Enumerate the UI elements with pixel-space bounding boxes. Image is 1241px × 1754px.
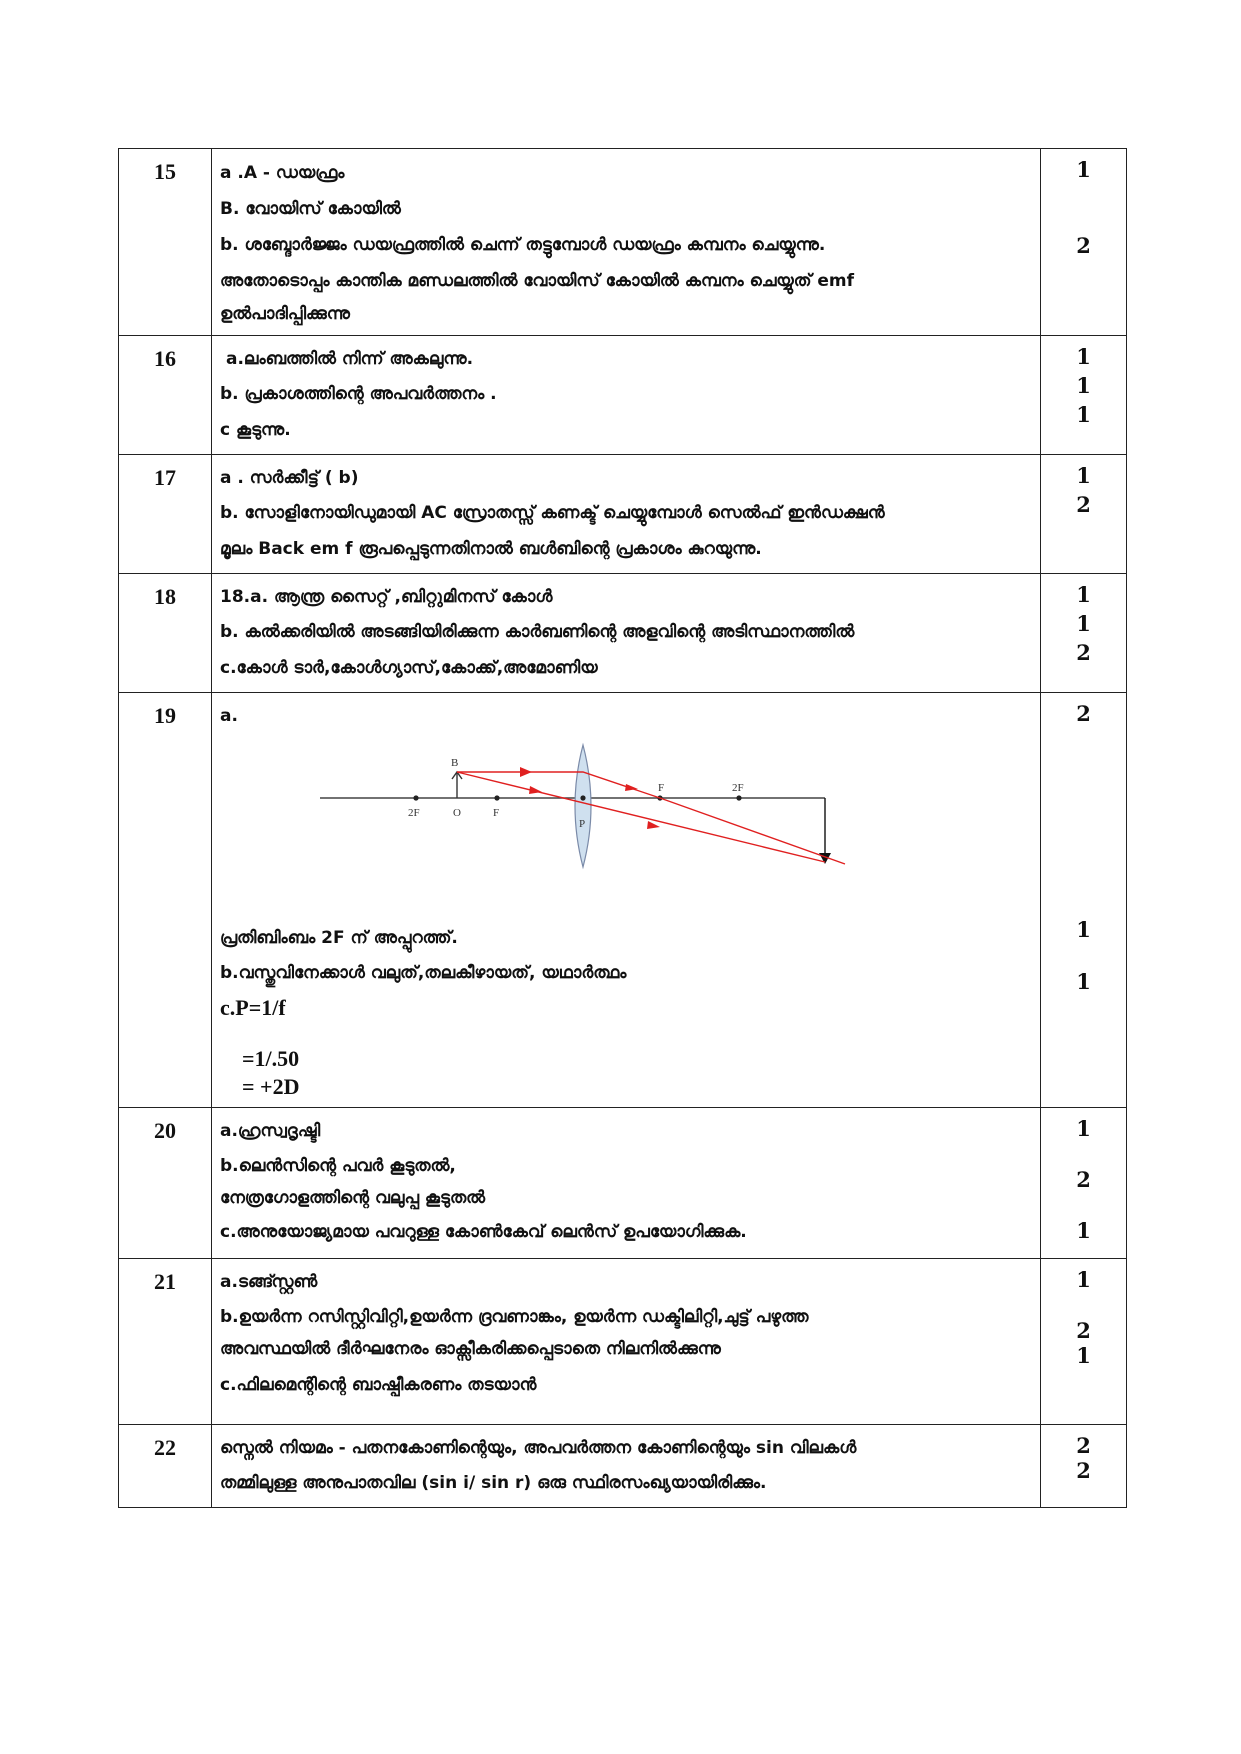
answer-line: അവസ്ഥയിൽ ദീർഘനേരം ഓക്സീകരിക്കപ്പെടാതെ നിലനിൽക്കുന്നു — [220, 1339, 721, 1359]
mark: 1 — [1076, 157, 1091, 182]
mark: 1 — [1076, 969, 1091, 994]
marks-cell — [1041, 149, 1127, 336]
answer-line: c.ഫിലമെന്റിന്റെ ബാഷ്പീകരണം തടയാൻ — [220, 1375, 537, 1395]
mark: 1 — [1076, 611, 1091, 636]
question-number: 16 — [119, 336, 212, 455]
table-row — [119, 455, 1127, 574]
answer-line: അതോടൊപ്പം കാന്തിക മണ്ഡലത്തിൽ വോയിസ് കോയിൽ കമ്പനം ചെയ്യുത് emf — [220, 271, 855, 291]
formula-line: c.P=1/f — [220, 995, 286, 1020]
question-number: 20 — [119, 1108, 212, 1259]
answer-line: തമ്മിലുള്ള അനുപാതവില (sin i/ sin r) ഒരു സ്ഥിരസംഖ്യയായിരിക്കും. — [220, 1473, 767, 1493]
table-row — [119, 1425, 1127, 1508]
answer-line: a. — [220, 706, 238, 726]
svg-text:F: F — [658, 782, 665, 794]
mark: 2 — [1076, 233, 1091, 258]
marks-cell — [1041, 336, 1127, 455]
answer-line: a.ടങ്ങ്സ്റ്റൺ — [220, 1272, 318, 1292]
answer-line: b. ശബ്ദോർജ്ജം ഡയഫ്രത്തിൽ ചെന്ന് തട്ടുമ്പോൾ ഡയഫ്രം കമ്പനം ചെയ്യുന്നു. — [220, 235, 826, 255]
question-number: 19 — [119, 693, 212, 1108]
answer-line: b.ഉയർന്ന റസിസ്റ്റിവിറ്റി,ഉയർന്ന ദ്രവണാങ്കം, ഉയർന്ന ഡക്ടിലിറ്റി,ചുട്ട് പഴുത്ത — [220, 1307, 809, 1327]
marks-cell — [1041, 574, 1127, 693]
answer-cell — [212, 1108, 1041, 1259]
answer-line: പ്രതിബിംബം 2F ന് അപ്പുറത്ത്. — [220, 928, 458, 948]
mark: 2 — [1076, 1433, 1091, 1458]
convex-lens-ray-diagram — [220, 741, 1032, 911]
answer-line: c.കോൾ ടാർ,കോൾഗ്യാസ്,കോക്ക്,അമോണിയ — [220, 658, 598, 678]
svg-text:2F: 2F — [732, 782, 744, 794]
answer-line: b. പ്രകാശത്തിന്റെ അപവർത്തനം . — [220, 384, 497, 404]
mark: 1 — [1076, 917, 1091, 942]
answer-line: b.വസ്തുവിനേക്കാൾ വലുത്,തലകീഴായത്, യഥാർത്ഥം — [220, 963, 627, 983]
mark: 1 — [1076, 582, 1091, 607]
marks-cell — [1041, 1108, 1127, 1259]
mark: 1 — [1076, 1116, 1091, 1141]
answer-line: c.അനുയോജ്യമായ പവറുള്ള കോൺകേവ് ലെൻസ് ഉപയോഗിക്കുക. — [220, 1222, 747, 1242]
formula-line: = +2D — [242, 1074, 300, 1099]
answer-cell — [212, 693, 1041, 1108]
marks-cell — [1041, 1425, 1127, 1508]
table-row — [119, 693, 1127, 1108]
answer-cell — [212, 574, 1041, 693]
mark: 2 — [1076, 492, 1091, 517]
mark: 1 — [1076, 1218, 1091, 1243]
question-number: 21 — [119, 1259, 212, 1425]
answer-line: a . സർക്കീട്ട് ( b) — [220, 468, 359, 488]
table-row — [119, 149, 1127, 336]
answer-line: 18.a. ആന്ത്ര സൈറ്റ് ,ബിറ്റുമിനസ് കോൾ — [220, 587, 553, 607]
answer-cell — [212, 455, 1041, 574]
answer-line: B. വോയിസ് കോയിൽ — [220, 199, 401, 219]
answer-cell — [212, 1425, 1041, 1508]
table-row — [119, 336, 1127, 455]
svg-text:O: O — [453, 807, 461, 819]
table-row — [119, 1259, 1127, 1425]
mark: 1 — [1076, 1267, 1091, 1292]
mark: 2 — [1076, 1318, 1091, 1343]
answer-cell — [212, 149, 1041, 336]
mark: 1 — [1076, 1343, 1091, 1368]
ray-diagram-svg — [320, 741, 880, 871]
label-b: B — [451, 757, 459, 769]
question-number: 18 — [119, 574, 212, 693]
svg-text:P: P — [579, 818, 586, 830]
answer-line: നേത്രഗോളത്തിന്റെ വലുപ്പ കൂടുതൽ — [220, 1188, 486, 1208]
answer-line: c കൂടുന്നു. — [220, 420, 291, 440]
table-row — [119, 1108, 1127, 1259]
answer-cell — [212, 1259, 1041, 1425]
mark: 1 — [1076, 463, 1091, 488]
answer-line: a.ലംബത്തിൽ നിന്ന് അകലുന്നു. — [226, 349, 474, 369]
answer-line: b. കൽക്കരിയിൽ അടങ്ങിയിരിക്കുന്ന കാർബണിന്റെ അളവിന്റെ അടിസ്ഥാനത്തിൽ — [220, 622, 855, 642]
mark: 2 — [1076, 640, 1091, 665]
answer-line: b.ലെൻസിന്റെ പവർ കൂടുതൽ, — [220, 1156, 456, 1176]
answer-line: മൂലം Back em f രൂപപ്പെടുന്നതിനാൽ ബൾബിന്റെ പ്രകാശം കുറയുന്നു. — [220, 539, 762, 559]
answer-line: സ്നെൽ നിയമം - പതനകോണിന്റെയും, അപവർത്തന കോണിന്റെയും sin വിലകൾ — [220, 1438, 857, 1458]
mark: 1 — [1076, 373, 1091, 398]
question-number: 15 — [119, 149, 212, 336]
marks-cell — [1041, 693, 1127, 1108]
table-row — [119, 574, 1127, 693]
answer-line: b. സോളിനോയിഡുമായി AC സ്രോതസ്സ് കണക്ട് ചെയ്യുമ്പോൾ സെൽഫ് ഇൻഡക്ഷൻ — [220, 503, 885, 523]
answer-line: a.ഹ്രസ്വദൃഷ്ടി — [220, 1121, 321, 1141]
svg-text:F: F — [493, 807, 500, 819]
formula-line: =1/.50 — [242, 1046, 300, 1071]
mark: 2 — [1076, 1167, 1091, 1192]
marks-cell — [1041, 1259, 1127, 1425]
mark: 2 — [1076, 1458, 1091, 1483]
mark: 1 — [1076, 344, 1091, 369]
answer-line: ഉൽപാദിപ്പിക്കുന്നു — [220, 304, 350, 324]
question-number: 22 — [119, 1425, 212, 1508]
question-number: 17 — [119, 455, 212, 574]
answer-line: a .A - ഡയഫ്രം — [220, 163, 345, 183]
mark: 2 — [1076, 701, 1091, 726]
svg-text:2F: 2F — [408, 807, 420, 819]
answer-key-table — [118, 148, 1127, 1508]
answer-cell — [212, 336, 1041, 455]
mark: 1 — [1076, 402, 1091, 427]
marks-cell — [1041, 455, 1127, 574]
